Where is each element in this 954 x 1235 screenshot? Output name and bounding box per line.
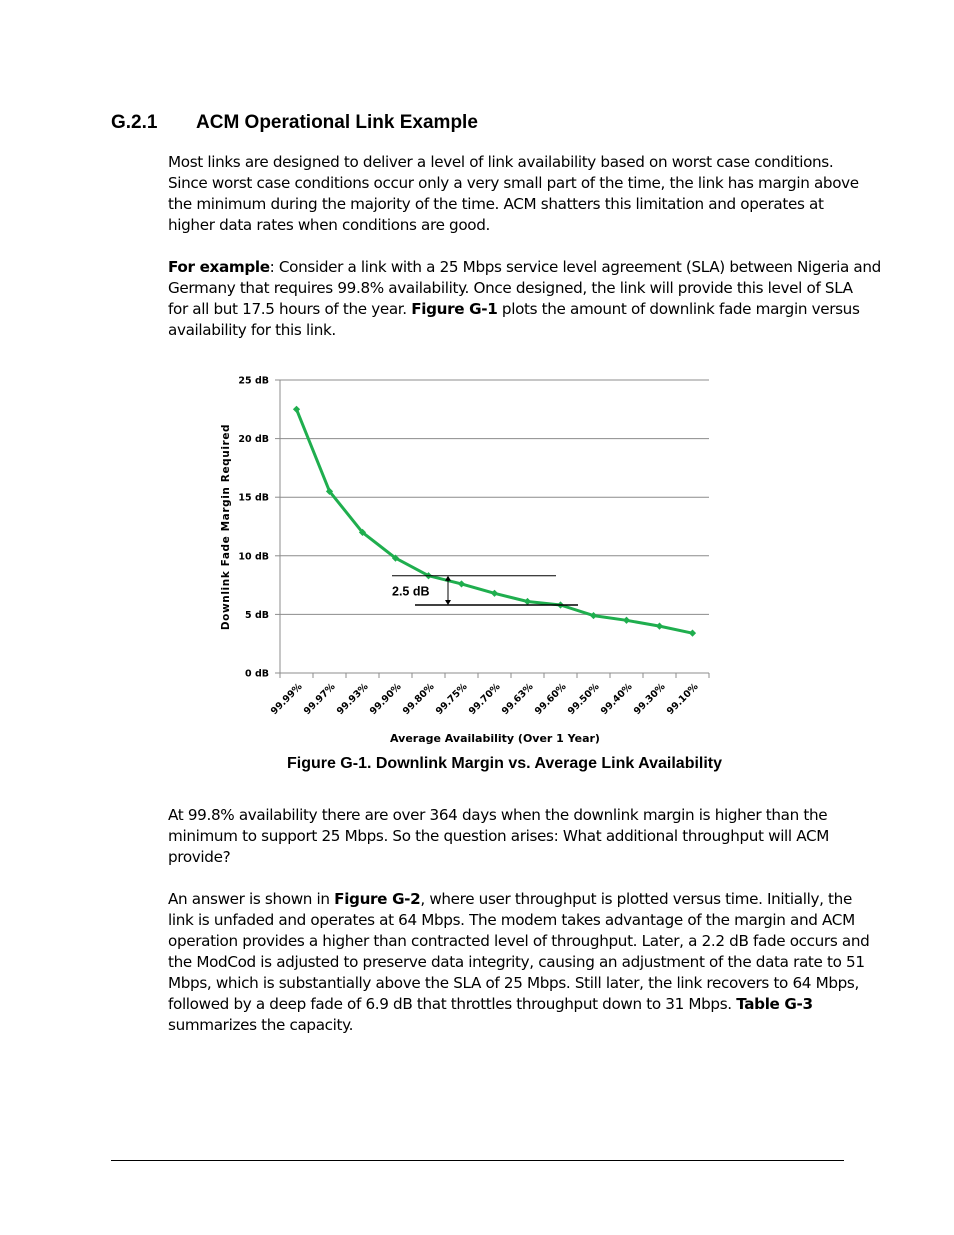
x-tick-label: 99.93% bbox=[334, 681, 371, 718]
text-line bbox=[168, 889, 852, 910]
availability-paragraph bbox=[168, 805, 848, 868]
x-tick-labels bbox=[269, 681, 701, 717]
text-line: summarizes the capacity. bbox=[168, 1016, 354, 1034]
data-point bbox=[491, 590, 498, 597]
text-line: the ModCod is adjusted to preserve data integrity, causing an adjustment of the data rate to 51 bbox=[168, 953, 865, 971]
x-tick-label: 99.40% bbox=[598, 681, 635, 718]
data-point bbox=[623, 617, 630, 624]
figure-reference: Figure G-1 bbox=[411, 300, 498, 318]
chart-grid bbox=[275, 380, 709, 678]
text-line: availability for this link. bbox=[168, 321, 336, 339]
text-line: Most links are designed to deliver a level of link availability based on worst case conditions. bbox=[168, 153, 834, 171]
data-point bbox=[590, 612, 597, 619]
text-line: minimum to support 25 Mbps. So the question arises: What additional throughput will ACM bbox=[168, 827, 830, 845]
x-axis-label: Average Availability (Over 1 Year) bbox=[390, 732, 600, 745]
section-title: ACM Operational Link Example bbox=[196, 112, 478, 133]
series-line bbox=[297, 409, 693, 633]
throughput-paragraph bbox=[168, 889, 870, 1036]
x-tick-label: 99.60% bbox=[532, 681, 569, 718]
text-line bbox=[168, 994, 848, 1015]
text-run: An answer is shown in bbox=[168, 890, 335, 908]
x-tick-label: 99.99% bbox=[268, 681, 305, 718]
y-tick-label: 20 dB bbox=[238, 434, 269, 446]
text-line: Since worst case conditions occur only a very small part of the time, the link has margin above bbox=[168, 174, 859, 192]
text-line: provide? bbox=[168, 848, 231, 866]
y-tick-label: 0 dB bbox=[245, 668, 269, 680]
bold-lead: For example bbox=[168, 258, 270, 276]
footer-divider bbox=[111, 1160, 844, 1161]
x-tick-label: 99.97% bbox=[301, 681, 338, 718]
x-tick-label: 99.30% bbox=[631, 681, 668, 718]
y-tick-label: 25 dB bbox=[238, 375, 269, 387]
y-tick-label: 5 dB bbox=[245, 609, 269, 621]
x-tick-label: 99.90% bbox=[367, 681, 404, 718]
text-line: operation provides a higher than contracted level of throughput. Later, a 2.2 dB fade occurs and bbox=[168, 932, 870, 950]
annotation-label: 2.5 dB bbox=[392, 584, 430, 599]
x-tick-label: 99.80% bbox=[400, 681, 437, 718]
x-tick-label: 99.10% bbox=[664, 681, 701, 718]
y-tick-label: 10 dB bbox=[238, 551, 269, 563]
data-point bbox=[524, 598, 531, 605]
x-tick-label: 99.50% bbox=[565, 681, 602, 718]
y-tick-label: 15 dB bbox=[238, 492, 269, 504]
figure-reference: Figure G-2 bbox=[334, 890, 421, 908]
data-point bbox=[458, 580, 465, 587]
text-line: the minimum during the majority of the time. ACM shatters this limitation and operates at bbox=[168, 195, 824, 213]
text-line: Mbps, which is substantially above the SLA of 25 Mbps. Still later, the link recovers to 64 Mbps, bbox=[168, 974, 859, 992]
y-axis-label: Downlink Fade Margin Required bbox=[220, 423, 232, 631]
text-run: : Consider a link with a 25 Mbps service level agreement (SLA) between Nigeria and bbox=[269, 258, 881, 276]
x-tick-label: 99.63% bbox=[499, 681, 536, 718]
text-line: link is unfaded and operates at 64 Mbps. The modem takes advantage of the margin and ACM bbox=[168, 911, 855, 929]
section-number: G.2.1 bbox=[111, 112, 158, 133]
text-line: Germany that requires 99.8% availability. Once designed, the link will provide this level of SLA bbox=[168, 279, 853, 297]
arrow-head-up bbox=[445, 576, 451, 581]
text-line: higher data rates when conditions are good. bbox=[168, 216, 490, 234]
chart-series bbox=[293, 406, 696, 637]
data-point bbox=[656, 623, 663, 630]
figure-caption: Figure G-1. Downlink Margin vs. Average Link Availability bbox=[286, 755, 723, 772]
text-line: At 99.8% availability there are over 364 days when the downlink margin is higher than the bbox=[168, 806, 828, 824]
text-run: followed by a deep fade of 6.9 dB that throttles throughput down to 31 Mbps. bbox=[168, 995, 737, 1013]
y-tick-labels bbox=[238, 376, 269, 680]
x-tick-label: 99.70% bbox=[466, 681, 503, 718]
data-point bbox=[689, 630, 696, 637]
x-tick-label: 99.75% bbox=[433, 681, 470, 718]
text-run: , where user throughput is plotted versus time. Initially, the bbox=[420, 890, 852, 908]
text-run: plots the amount of downlink fade margin versus bbox=[497, 300, 860, 318]
text-run: for all but 17.5 hours of the year. bbox=[168, 300, 412, 318]
table-reference: Table G-3 bbox=[736, 995, 813, 1013]
